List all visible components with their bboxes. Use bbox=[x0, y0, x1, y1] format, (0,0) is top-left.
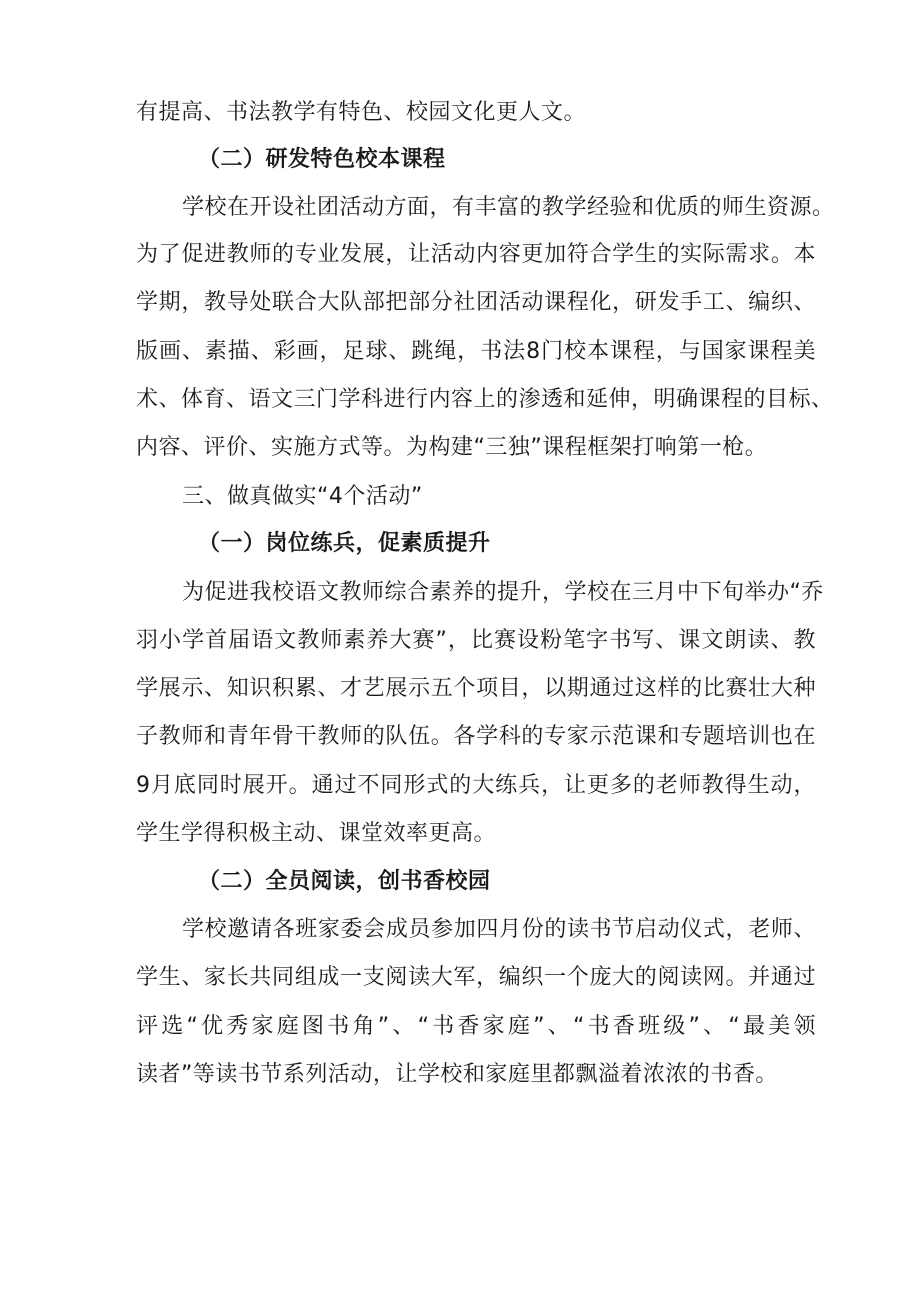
section-heading-post-training: （一）岗位练兵，促素质提升 bbox=[198, 531, 491, 556]
paragraph-line: 为了促进教师的专业发展，让活动内容更加符合学生的实际需求。本 bbox=[136, 242, 816, 267]
paragraph-line: 学生、家长共同组成一支阅读大军，编织一个庞大的阅读网。并通过 bbox=[136, 965, 816, 990]
paragraph-line: 读者”等读书节系列活动，让学校和家庭里都飘溢着浓浓的书香。 bbox=[136, 1062, 778, 1087]
paragraph-line: 9月底同时展开。通过不同形式的大练兵，让更多的老师教得生动， bbox=[136, 773, 816, 798]
paragraph-line: 学展示、知识积累、才艺展示五个项目，以期通过这样的比赛壮大种 bbox=[136, 676, 816, 701]
paragraph-line: 评选“优秀家庭图书角”、“书香家庭”、“书香班级”、“最美领 bbox=[136, 1014, 816, 1039]
paragraph-line: 学校邀请各班家委会成员参加四月份的读书节启动仪式，老师、 bbox=[182, 917, 816, 942]
paragraph-line: 为促进我校语文教师综合素养的提升，学校在三月中下旬举办“乔 bbox=[182, 580, 824, 605]
section-heading-reading: （二）全员阅读，创书香校园 bbox=[198, 869, 491, 894]
section-heading-develop-courses: （二）研发特色校本课程 bbox=[198, 147, 446, 172]
paragraph-line: 版画、素描、彩画，足球、跳绳，书法8门校本课程，与国家课程美 bbox=[136, 339, 816, 364]
paragraph-line: 子教师和青年骨干教师的队伍。各学科的专家示范课和专题培训也在 bbox=[136, 724, 816, 749]
paragraph-line: 内容、评价、实施方式等。为构建“三独”课程框架打响第一枪。 bbox=[136, 435, 768, 460]
paragraph-line: 有提高、书法教学有特色、校园文化更人文。 bbox=[136, 100, 587, 125]
section-heading-four-activities: 三、做真做实“4个活动” bbox=[182, 484, 423, 509]
paragraph-line: 学校在开设社团活动方面，有丰富的教学经验和优质的师生资源。 bbox=[182, 195, 835, 220]
paragraph-line: 术、体育、语文三门学科进行内容上的渗透和延伸，明确课程的目标、 bbox=[136, 387, 834, 412]
paragraph-line: 羽小学首届语文教师素养大赛”，比赛设粉笔字书写、课文朗读、教 bbox=[136, 628, 816, 653]
paragraph-line: 学期，教导处联合大队部把部分社团活动课程化，研发手工、编织、 bbox=[136, 290, 816, 315]
paragraph-line: 学生学得积极主动、课堂效率更高。 bbox=[136, 821, 497, 846]
